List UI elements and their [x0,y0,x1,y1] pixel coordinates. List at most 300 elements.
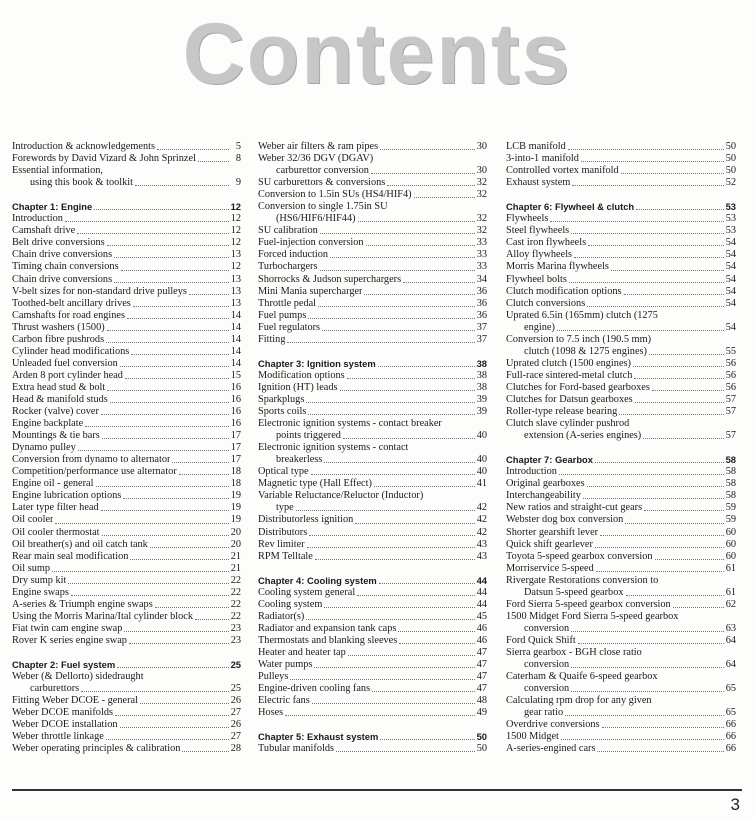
toc-dot-leader [348,655,475,656]
toc-dot-leader [343,438,475,439]
toc-entry [12,177,241,189]
toc-dot-leader [569,282,724,283]
toc-dot-leader [597,751,723,752]
toc-dot-leader [588,245,724,246]
toc-entry-title: Conversion to 7.5 inch (190.5 mm) [506,333,652,345]
toc-entry-title: Controlled vortex manifold [506,165,619,177]
toc-dot-leader [110,402,229,403]
toc-dot-leader [324,462,474,463]
toc-entry-title: Weber 32/36 DGV (DGAV) [258,153,374,165]
toc-dot-leader [130,559,228,560]
toc-entry-page: 53 [725,213,736,225]
toc-entry-title: Interchangeability [506,490,581,502]
toc-entry-page: 52 [725,177,736,189]
toc-entry [12,153,241,165]
toc-dot-leader [635,402,724,403]
toc-entry-title: Using the Morris Marina/Ital cylinder block [12,610,194,622]
toc-entry-page: 58 [725,478,736,490]
toc-entry-title: Clutch slave cylinder pushrod [506,418,630,430]
toc-entry [258,707,487,719]
toc-entry-title: points triggered [276,430,341,442]
toc-entry [258,659,487,671]
toc-entry [12,635,241,647]
toc-entry-title: Distributorless ignition [258,514,354,526]
toc-dot-leader [65,221,229,222]
toc-entry-title: Clutch modification options [506,285,622,297]
toc-entry [258,490,487,502]
toc-entry [12,286,241,298]
toc-entry-page: 22 [230,610,241,622]
toc-entry [506,346,736,358]
toc-dot-leader [371,173,475,174]
toc-entry [12,743,241,755]
toc-entry-page: 66 [725,731,736,743]
toc-entry-title: V-belt sizes for non-standard drive pulleys [12,285,187,297]
toc-entry [258,466,487,478]
toc-dot-leader [106,342,229,343]
toc-dot-leader [127,318,229,319]
toc-entry-title: Morris Marina flywheels [506,261,609,273]
toc-dot-leader [636,209,723,210]
toc-dot-leader [287,342,474,343]
toc-entry [258,177,487,189]
toc-entry-page: 39 [476,393,487,405]
toc-entry-page: 37 [476,333,487,345]
toc-entry-page: 22 [230,574,241,586]
toc-dot-leader [399,643,474,644]
toc-entry-title: conversion [524,622,570,634]
toc-entry-title: Magnetic type (Hall Effect) [258,478,372,490]
toc-dot-leader [372,691,475,692]
toc-entry-page: 21 [230,562,241,574]
toc-entry-page: 47 [476,671,487,683]
toc-chapter-heading [258,358,487,370]
toc-entry-title: LCB manifold [506,141,566,152]
toc-entry-page: 17 [230,430,241,442]
toc-entry-title: Carbon fibre pushrods [12,333,105,345]
toc-entry [12,527,241,539]
toc-entry-page: 39 [476,406,487,418]
toc-dot-leader [155,607,229,608]
toc-entry-page: 48 [476,695,487,707]
toc-entry [12,599,241,611]
toc-entry [506,719,736,731]
toc-dot-leader [124,631,228,632]
toc-entry-page: 27 [230,707,241,719]
toc-entry-page: 36 [476,309,487,321]
toc-entry [258,406,487,418]
toc-dot-leader [182,751,228,752]
toc-entry-page: 32 [476,189,487,201]
toc-entry-page: 14 [230,357,241,369]
toc-dot-leader [96,486,229,487]
toc-dot-leader [611,270,724,271]
toc-entry-page: 50 [725,165,736,177]
toc-dot-leader [296,510,475,511]
toc-entry-page: 40 [476,454,487,466]
toc-entry-page: 64 [725,634,736,646]
toc-entry-title: Ignition (HT) leads [258,381,338,393]
toc-entry [258,695,487,707]
toc-entry [12,394,241,406]
toc-entry-title: Variable Reluctance/Reluctor (Inductor) [258,490,424,502]
toc-entry-title: Rivergate Restorations conversion to [506,574,659,586]
toc-dot-leader [364,294,474,295]
toc-entry-title: breakerless [276,454,323,466]
toc-entry [506,177,736,189]
toc-entry [12,563,241,575]
toc-dot-leader [55,523,228,524]
toc-entry-page: 40 [476,430,487,442]
toc-entry-page: 53 [725,225,736,237]
toc-entry-title: extension (A-series engines) [524,430,642,442]
toc-entry-title: Ford Quick Shift [506,634,576,646]
toc-entry-title: Modification options [258,369,345,381]
toc-entry [258,418,487,430]
toc-dot-leader [131,354,228,355]
toc-dot-leader [77,233,229,234]
toc-entry-title: Sports coils [258,406,307,418]
toc-entry-page: 65 [725,683,736,695]
toc-dot-leader [309,535,475,536]
toc-entry-page: 54 [725,297,736,309]
toc-entry-title: SU calibration [258,225,318,237]
toc-entry-title: Clutch conversions [506,297,586,309]
toc-entry-title: Chapter 2: Fuel system [12,659,116,671]
toc-dot-leader [120,366,229,367]
toc-entry [12,310,241,322]
toc-entry-page: 50 [725,153,736,165]
toc-dot-leader [583,498,724,499]
toc-entry-title: Toyota 5-speed gearbox conversion [506,550,653,562]
toc-dot-leader [561,739,724,740]
toc-entry-title: Sierra gearbox - BGH close ratio [506,646,642,658]
toc-entry-title: Rover K series engine swap [12,634,127,646]
toc-entry [506,623,736,635]
toc-entry-title: A-series-engined cars [506,743,596,755]
toc-entry-page: 64 [725,659,736,671]
toc-entry-page: 54 [725,285,736,297]
toc-dot-leader [559,474,724,475]
toc-entry [506,647,736,659]
toc-entry-title: Radiator(s) [258,610,305,622]
toc-entry [506,394,736,406]
toc-entry-title: Alloy flywheels [506,249,573,261]
toc-dot-leader [94,209,228,210]
toc-entry-page: 58 [725,454,736,466]
toc-dot-leader [318,306,475,307]
toc-entry-page: 32 [476,177,487,189]
toc-entry [506,274,736,286]
toc-entry-title: Belt drive conversions [12,237,105,249]
toc-entry-page: 40 [476,466,487,478]
toc-entry-page: 12 [230,225,241,237]
toc-chapter-heading [258,731,487,743]
toc-dot-leader [574,257,724,258]
toc-entry-page: 61 [725,562,736,574]
toc-entry [12,358,241,370]
toc-entry [258,551,487,563]
toc-dot-leader [123,498,228,499]
toc-entry-page: 28 [230,743,241,755]
toc-dot-leader [595,547,724,548]
toc-entry-title: Weber (& Dellorto) sidedraught [12,671,144,683]
toc-dot-leader [140,703,229,704]
toc-entry-page: 43 [476,550,487,562]
toc-entry [12,551,241,563]
toc-entry [12,466,241,478]
toc-dot-leader [595,462,724,463]
toc-entry-title: Chapter 7: Gearbox [506,454,594,466]
toc-dot-leader [340,390,475,391]
toc-entry [258,310,487,322]
toc-entry-title: conversion [524,659,570,671]
toc-dot-leader [358,221,475,222]
toc-dot-leader [578,643,724,644]
toc-entry-title: Water pumps [258,659,313,671]
toc-entry [506,671,736,683]
toc-entry [258,587,487,599]
toc-entry-page: 43 [476,538,487,550]
toc-entry-page: 16 [230,393,241,405]
toc-entry [12,695,241,707]
toc-dot-leader [643,438,723,439]
toc-entry [258,286,487,298]
toc-dot-leader [655,559,724,560]
toc-dot-leader [133,306,229,307]
toc-entry-title: Hoses [258,707,284,719]
toc-entry [258,514,487,526]
toc-entry [506,539,736,551]
toc-dot-leader [308,318,474,319]
toc-entry-page: 16 [230,381,241,393]
toc-entry-title: Throttle pedal [258,297,317,309]
toc-entry-page: 46 [476,634,487,646]
toc-dot-leader [633,366,724,367]
toc-entry-title: Uprated clutch (1500 engines) [506,357,631,369]
toc-entry-title: Tubular manifolds [258,743,334,755]
toc-entry-page: 57 [725,430,736,442]
toc-entry-title: Engine-driven cooling fans [258,683,371,695]
toc-entry-page: 12 [230,261,241,273]
toc-dot-leader [306,402,474,403]
toc-entry-page: 33 [476,261,487,273]
toc-entry-title: Chapter 1: Engine [12,201,93,213]
toc-entry-title: Weber DCOE manifolds [12,707,113,719]
toc-dot-leader [285,715,475,716]
toc-entry-title: Essential information, [12,165,103,177]
toc-entry [12,430,241,442]
toc-entry-title: Thrust washers (1500) [12,321,105,333]
toc-entry-title: Ford Sierra 5-speed gearbox conversion [506,598,671,610]
toc-entry [506,237,736,249]
toc-entry-page: 54 [725,261,736,273]
toc-entry [258,261,487,273]
toc-entry [12,406,241,418]
toc-entry-title: Introduction & acknowledgements [12,141,155,152]
toc-entry [506,141,736,153]
toc-dot-leader [106,739,229,740]
toc-entry-title: Mountings & tie bars [12,430,100,442]
toc-entry-title: Cylinder head modifications [12,345,130,357]
toc-entry-page: 25 [230,683,241,695]
toc-entry-page: 38 [476,381,487,393]
toc-dot-leader [107,245,229,246]
toc-entry [258,442,487,454]
toc-dot-leader [571,631,724,632]
toc-entry [506,286,736,298]
toc-dot-leader [114,282,229,283]
toc-entry-title: Toothed-belt ancillary drives [12,297,131,309]
toc-entry [506,707,736,719]
toc-entry-page: 60 [725,526,736,538]
toc-entry-page: 18 [230,478,241,490]
toc-dot-leader [624,294,724,295]
toc-entry-page: 20 [230,526,241,538]
toc-entry-page: 23 [230,622,241,634]
toc-entry-title: Chapter 4: Cooling system [258,574,377,586]
toc-dot-leader [198,161,229,162]
toc-entry-title: Radiator and expansion tank caps [258,622,397,634]
toc-entry-page: 19 [230,490,241,502]
toc-entry-title: SU carburettors & conversions [258,177,386,189]
toc-dot-leader [121,270,229,271]
toc-dot-leader [571,691,724,692]
toc-entry-page: 32 [476,225,487,237]
toc-entry-title: Introduction [12,213,63,225]
toc-dot-leader [81,691,229,692]
toc-entry [506,635,736,647]
toc-entry-page: 12 [230,201,241,213]
toc-dot-leader [312,703,475,704]
toc-entry-title: 1500 Midget Ford Sierra 5-speed gearbox [506,610,679,622]
toc-entry-page: 42 [476,502,487,514]
toc-entry-page: 38 [476,357,487,369]
toc-dot-leader [571,667,724,668]
toc-entry-title: Original gearboxes [506,478,585,490]
toc-dot-leader [172,462,228,463]
toc-entry-page: 20 [230,538,241,550]
toc-entry-page: 14 [230,321,241,333]
toc-entry-title: Uprated 6.5in (165mm) clutch (1275 [506,309,658,321]
toc-entry [12,165,241,177]
toc-dot-leader [102,535,229,536]
toc-entry-title: Chain drive conversions [12,249,113,261]
toc-entry-page: 36 [476,285,487,297]
toc-dot-leader [387,185,474,186]
toc-column-2 [258,141,487,755]
toc-entry-page: 26 [230,695,241,707]
toc-entry [12,611,241,623]
toc-entry-title: Cooling system general [258,586,356,598]
toc-entry-page: 21 [230,550,241,562]
toc-entry-title: New ratios and straight-cut gears [506,502,643,514]
toc-dot-leader [379,583,475,584]
toc-dot-leader [179,474,229,475]
toc-dot-leader [68,583,228,584]
toc-entry-title: Full-race sintered-metal clutch [506,369,633,381]
toc-dot-leader [322,330,475,331]
toc-entry-page: 50 [725,141,736,152]
toc-entry-title: conversion [524,683,570,695]
toc-entry-page: 63 [725,622,736,634]
toc-entry-title: Introduction [506,466,557,478]
toc-entry-page: 19 [230,502,241,514]
toc-dot-leader [600,535,724,536]
toc-dot-leader [71,595,229,596]
toc-dot-leader [290,679,474,680]
toc-entry [258,430,487,442]
toc-entry-page: 57 [725,393,736,405]
toc-entry [258,322,487,334]
toc-entry-title: Rocker (valve) cover [12,406,99,418]
toc-dot-leader [572,185,723,186]
toc-entry [506,165,736,177]
toc-entry-title: carburettor conversion [276,165,369,177]
toc-entry-title: Camshafts for road engines [12,309,125,321]
toc-entry-title: Clutches for Datsun gearboxes [506,393,633,405]
toc-entry [506,527,736,539]
toc-entry [506,731,736,743]
toc-entry-page: 33 [476,249,487,261]
toc-entry-title: Engine oil - general [12,478,94,490]
toc-entry-title: Chapter 6: Flywheel & clutch [506,201,635,213]
toc-entry-page: 49 [476,707,487,719]
toc-entry-page: 47 [476,659,487,671]
toc-dot-leader [315,559,475,560]
toc-entry [12,539,241,551]
toc-entry [258,298,487,310]
toc-entry-page: 16 [230,406,241,418]
toc-entry [506,695,736,707]
toc-entry-page: 50 [476,731,487,743]
toc-entry [506,514,736,526]
toc-entry [506,599,736,611]
toc-entry [258,382,487,394]
toc-entry-title: Unleaded fuel conversion [12,357,118,369]
toc-entry-title: Quick shift gearlever [506,538,593,550]
toc-entry-title: Roller-type release bearing [506,406,618,418]
toc-entry [506,153,736,165]
toc-entry-page: 54 [725,321,736,333]
toc-entry [12,213,241,225]
toc-entry [258,502,487,514]
toc-dot-leader [644,510,724,511]
toc-dot-leader [107,390,228,391]
toc-chapter-heading [506,454,736,466]
toc-entry [12,478,241,490]
toc-entry-title: Weber DCOE installation [12,719,118,731]
toc-entry [12,587,241,599]
toc-entry-page: 46 [476,622,487,634]
toc-entry-title: Dry sump kit [12,574,67,586]
toc-entry-page: 32 [476,213,487,225]
toc-dot-leader [101,510,229,511]
toc-entry [258,394,487,406]
toc-entry [506,551,736,563]
toc-dot-leader [189,294,229,295]
toc-dot-leader [587,306,723,307]
toc-dot-leader [314,667,474,668]
toc-entry [12,225,241,237]
toc-dot-leader [398,631,474,632]
toc-entry [258,370,487,382]
toc-entry [12,249,241,261]
toc-entry-page: 54 [725,249,736,261]
toc-dot-leader [652,390,724,391]
toc-entry [258,334,487,346]
toc-entry-title: Oil cooler thermostat [12,526,100,538]
